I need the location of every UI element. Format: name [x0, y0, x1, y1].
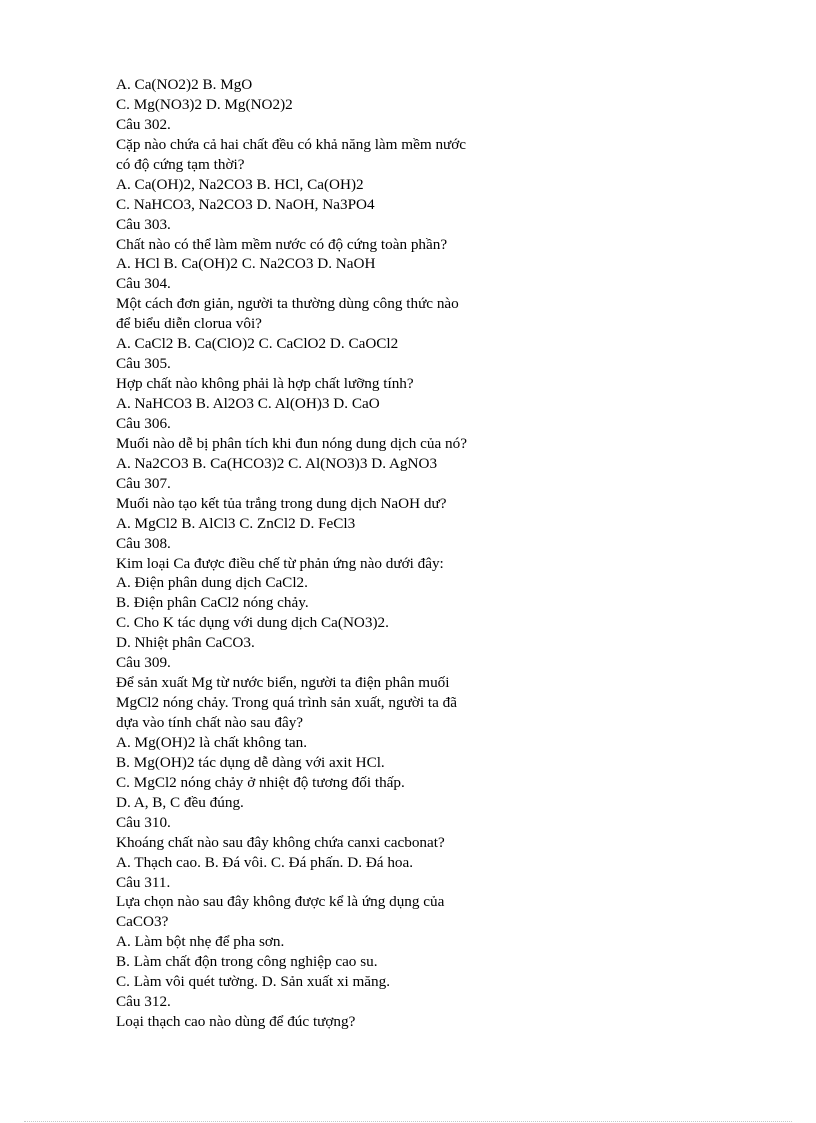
answer-option: A. Mg(OH)2 là chất không tan.	[116, 733, 308, 751]
answer-options: C. NaHCO3, Na2CO3 D. NaOH, Na3PO4	[116, 195, 375, 213]
question-text: Khoáng chất nào sau đây không chứa canxi cacbonat?	[116, 833, 445, 851]
answer-options: A. Na2CO3 B. Ca(HCO3)2 C. Al(NO3)3 D. AgNO3	[116, 454, 438, 472]
page-boundary-divider	[24, 1121, 792, 1122]
answer-option: B. Mg(OH)2 tác dụng dễ dàng với axit HCl.	[116, 753, 385, 771]
answer-option: A. Làm bột nhẹ để pha sơn.	[116, 933, 285, 951]
answer-options: A. Ca(OH)2, Na2CO3 B. HCl, Ca(OH)2	[116, 175, 364, 193]
answer-options: A. Thạch cao. B. Đá vôi. C. Đá phấn. D. Đá hoa.	[116, 853, 414, 871]
question-number: Câu 305.	[116, 355, 171, 373]
question-number: Câu 308.	[116, 534, 171, 552]
text-line: C. Mg(NO3)2 D. Mg(NO2)2	[116, 95, 293, 113]
answer-option: A. Điện phân dung dịch CaCl2.	[116, 574, 308, 592]
answer-options: A. CaCl2 B. Ca(ClO)2 C. CaClO2 D. CaOCl2	[116, 335, 399, 353]
answer-option: C. MgCl2 nóng chảy ở nhiệt độ tương đối thấp.	[116, 773, 405, 791]
question-number: Câu 307.	[116, 474, 171, 492]
answer-option: B. Điện phân CaCl2 nóng chảy.	[116, 594, 309, 612]
question-text: Muối nào tạo kết tủa trắng trong dung dịch NaOH dư?	[116, 494, 447, 512]
text-line: A. Ca(NO2)2 B. MgO	[116, 76, 253, 93]
question-number: Câu 311.	[116, 873, 171, 891]
question-text: có độ cứng tạm thời?	[116, 155, 245, 173]
question-text: Lựa chọn nào sau đây không được kể là ứng dụng của	[116, 893, 445, 911]
question-text: CaCO3?	[116, 913, 169, 931]
question-text: Loại thạch cao nào dùng để đúc tượng?	[116, 1013, 356, 1031]
question-text: Để sản xuất Mg từ nước biển, người ta điện phân muối	[116, 674, 450, 692]
answer-option: B. Làm chất độn trong công nghiệp cao su.	[116, 953, 378, 971]
question-number: Câu 304.	[116, 275, 171, 293]
question-text: Muối nào dễ bị phân tích khi đun nóng dung dịch của nó?	[116, 434, 467, 452]
question-text: Chất nào có thể làm mềm nước có độ cứng toàn phần?	[116, 235, 448, 253]
question-text: Hợp chất nào không phải là hợp chất lưỡng tính?	[116, 375, 414, 393]
question-text: MgCl2 nóng chảy. Trong quá trình sản xuất, người ta đã	[116, 694, 457, 712]
question-text: Một cách đơn giản, người ta thường dùng công thức nào	[116, 295, 459, 313]
question-number: Câu 312.	[116, 993, 171, 1011]
question-number: Câu 306.	[116, 414, 171, 432]
question-number: Câu 310.	[116, 813, 171, 831]
question-text: dựa vào tính chất nào sau đây?	[116, 714, 304, 731]
question-text: Cặp nào chứa cả hai chất đều có khả năng làm mềm nước	[116, 135, 467, 153]
answer-option: D. A, B, C đều đúng.	[116, 793, 244, 811]
question-number: Câu 302.	[116, 115, 171, 133]
answer-options: C. Làm vôi quét tường. D. Sản xuất xi măng.	[116, 973, 390, 991]
question-number: Câu 303.	[116, 215, 171, 233]
answer-option: D. Nhiệt phân CaCO3.	[116, 634, 255, 652]
question-number: Câu 309.	[116, 654, 171, 672]
question-text: Kim loại Ca được điều chế từ phản ứng nào dưới đây:	[116, 554, 444, 572]
answer-option: C. Cho K tác dụng với dung dịch Ca(NO3)2.	[116, 614, 389, 632]
answer-options: A. MgCl2 B. AlCl3 C. ZnCl2 D. FeCl3	[116, 514, 356, 532]
question-text: để biểu diễn clorua vôi?	[116, 315, 262, 333]
document-text	[116, 75, 576, 1032]
answer-options: A. NaHCO3 B. Al2O3 C. Al(OH)3 D. CaO	[116, 395, 380, 412]
answer-options: A. HCl B. Ca(OH)2 C. Na2CO3 D. NaOH	[116, 255, 376, 273]
